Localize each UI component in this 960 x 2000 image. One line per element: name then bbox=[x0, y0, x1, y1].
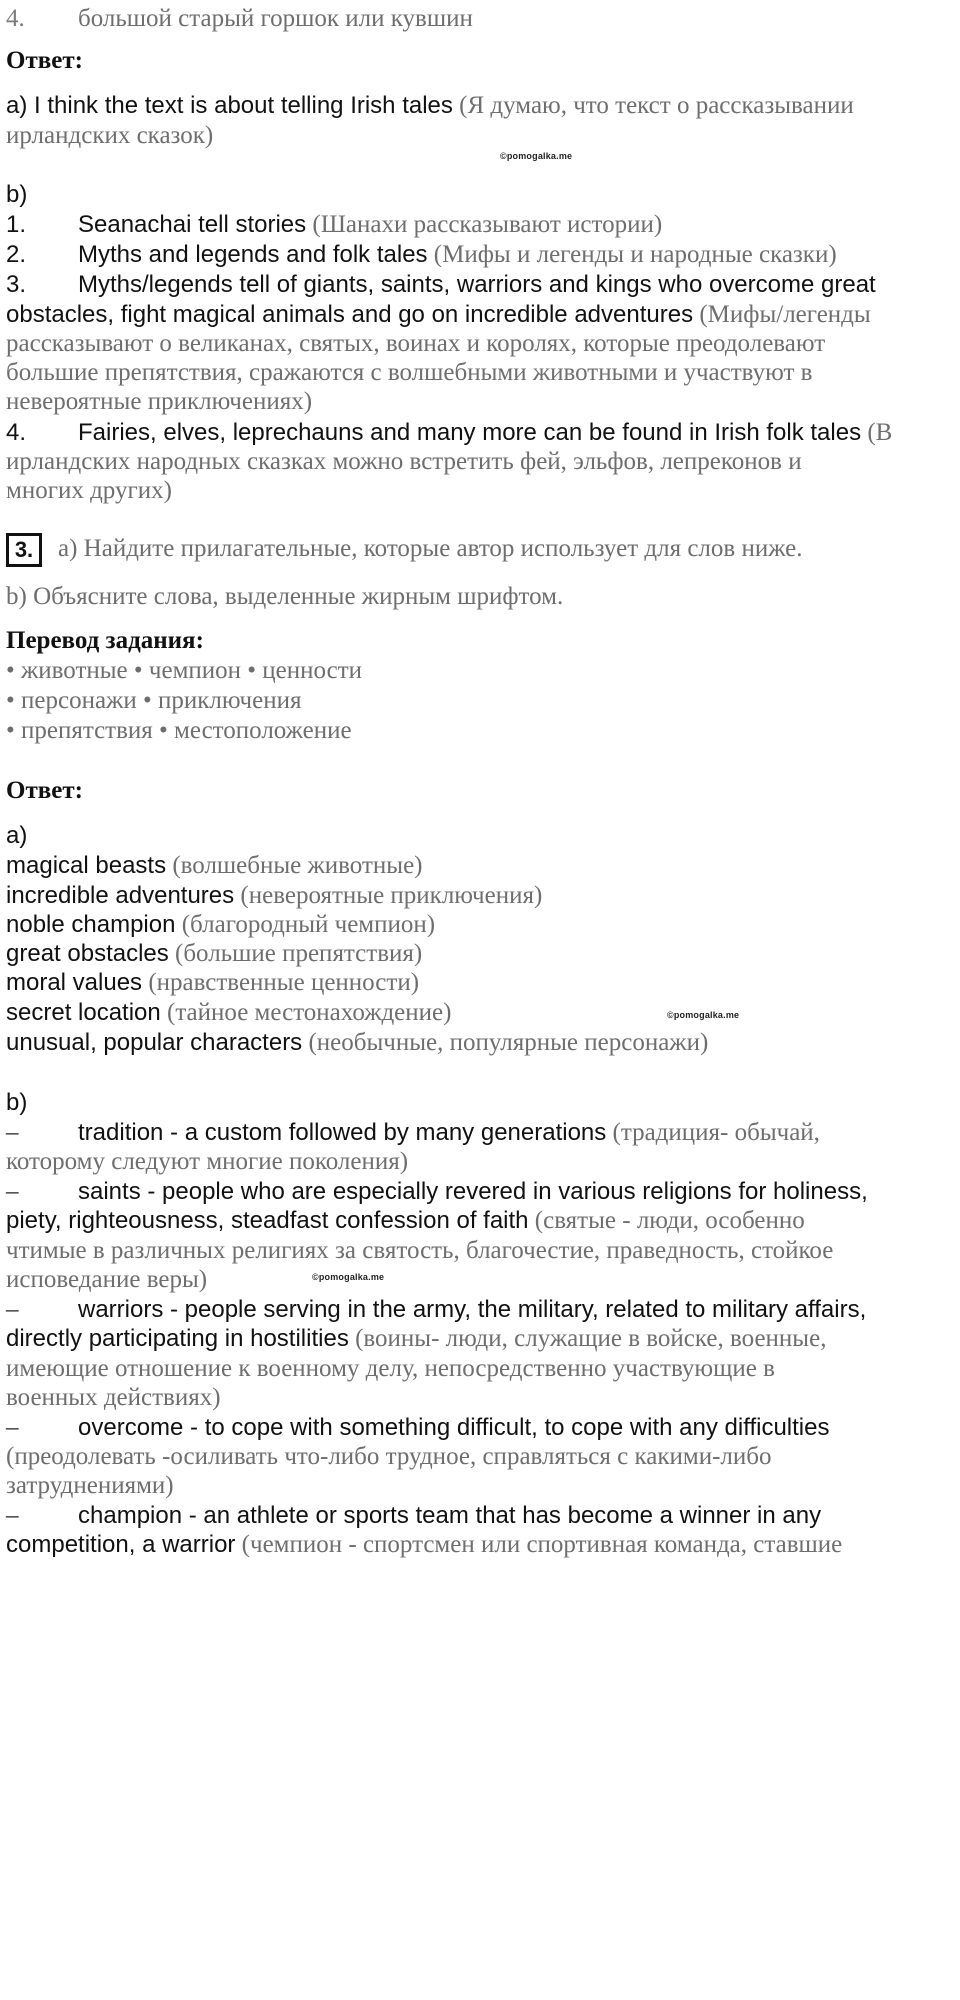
top-list-item-4 bbox=[6, 0, 954, 38]
pair-russian: (тайное местонахождение) bbox=[167, 999, 452, 1026]
list-text: большой старый горшок или кувшин bbox=[78, 5, 473, 32]
definition-saints-line-3: чтимые в различных религиях за святость, благочестие, праведность, стойкое bbox=[6, 1237, 834, 1264]
answer-b-item-3-line-5: невероятные приключениях) bbox=[6, 388, 313, 415]
definition-champion-line-2 bbox=[6, 1526, 954, 1564]
pair-english: secret location bbox=[6, 999, 161, 1026]
definition-overcome-line-3: затруднениями) bbox=[6, 1472, 174, 1499]
adjective-pair bbox=[6, 1024, 954, 1062]
list-number: 3. bbox=[6, 271, 27, 298]
watermark: ©pomogalka.me bbox=[312, 1272, 385, 1282]
answer-b-item-3-line-3: рассказывают о великанах, святых, воинах и королях, которые преодолевают bbox=[6, 330, 826, 357]
pair-russian: (волшебные животные) bbox=[172, 852, 423, 879]
definition-english: champion - an athlete or sports team that has become a winner in any bbox=[78, 1502, 822, 1529]
definition-english: tradition - a custom followed by many generations bbox=[78, 1119, 607, 1146]
item-english: Fairies, elves, leprechauns and many more can be found in Irish folk tales bbox=[78, 419, 862, 446]
answer-2-a-label: a) bbox=[6, 822, 28, 849]
item-english: Myths and legends and folk tales bbox=[78, 241, 428, 268]
watermark: ©pomogalka.me bbox=[500, 151, 573, 161]
definition-russian: (святые - люди, особенно bbox=[534, 1207, 805, 1234]
pair-russian: (необычные, популярные персонажи) bbox=[308, 1029, 709, 1056]
answer-b-item-4-line-2: ирландских народных сказках можно встретить фей, эльфов, лепреконов и bbox=[6, 448, 802, 475]
pair-english: great obstacles bbox=[6, 940, 169, 967]
task-3-a-text: a) Найдите прилагательные, которые автор использует для слов ниже. bbox=[58, 535, 803, 562]
dash: – bbox=[6, 1296, 19, 1323]
item-russian: (Мифы и легенды и народные сказки) bbox=[433, 241, 837, 268]
pair-english: magical beasts bbox=[6, 852, 167, 879]
answer-b-item-3-line-4: большие препятствия, сражаются с волшебными животными и участвуют в bbox=[6, 359, 813, 386]
definition-warriors-line-3: имеющие отношение к военному делу, непосредственно участвующие в bbox=[6, 1355, 775, 1382]
watermark: ©pomogalka.me bbox=[667, 1010, 740, 1020]
translation-heading: Перевод задания: bbox=[6, 627, 204, 654]
answer-b-label: b) bbox=[6, 181, 28, 208]
answer-heading: Ответ: bbox=[6, 47, 83, 74]
item-english: Seanachai tell stories bbox=[78, 211, 307, 238]
definition-overcome-line-2: (преодолевать -осиливать что-либо трудное, справляться с какими-либо bbox=[6, 1443, 772, 1470]
dash: – bbox=[6, 1502, 19, 1529]
pair-english: unusual, popular characters bbox=[6, 1029, 303, 1056]
dash: – bbox=[6, 1119, 19, 1146]
translation-bullet-line-2: • персонажи • приключения bbox=[6, 687, 302, 714]
item-english: Myths/legends tell of giants, saints, warriors and kings who overcome great bbox=[78, 271, 876, 298]
translation-bullet-line-1: • животные • чемпион • ценности bbox=[6, 657, 363, 684]
pair-russian: (благородный чемпион) bbox=[181, 911, 436, 938]
definition-english: competition, a warrior bbox=[6, 1531, 236, 1558]
list-number: 4. bbox=[6, 5, 25, 32]
definition-russian: (традиция- обычай, bbox=[612, 1119, 820, 1146]
dash: – bbox=[6, 1178, 19, 1205]
pair-english: incredible adventures bbox=[6, 882, 235, 909]
definition-english: saints - people who are especially revered in various religions for holiness, bbox=[78, 1178, 868, 1205]
pair-russian: (невероятные приключения) bbox=[240, 882, 543, 909]
answer-a-russian: (Я думаю, что текст о рассказывании bbox=[459, 92, 854, 119]
item-russian: (Шанахи рассказывают истории) bbox=[312, 211, 663, 238]
item-english: obstacles, fight magical animals and go on incredible adventures bbox=[6, 301, 694, 328]
list-number: 4. bbox=[6, 419, 27, 446]
pair-english: moral values bbox=[6, 969, 143, 996]
dash: – bbox=[6, 1414, 19, 1441]
pair-russian: (большие препятствия) bbox=[175, 940, 423, 967]
definition-russian: (чемпион - спортсмен или спортивная команда, ставшие bbox=[241, 1531, 843, 1558]
task-3-prompt-a bbox=[6, 530, 954, 568]
definition-english: overcome - to cope with something difficult, to cope with any difficulties bbox=[78, 1414, 830, 1441]
answer-2-b-label: b) bbox=[6, 1089, 28, 1116]
answer-a-line-2: ирландских сказок) bbox=[6, 122, 214, 149]
list-number: 2. bbox=[6, 241, 27, 268]
item-russian: (В bbox=[867, 419, 893, 446]
answer-b-item-4-line-3: многих других) bbox=[6, 477, 172, 504]
list-number: 1. bbox=[6, 211, 27, 238]
definition-tradition-line-2: которому следуют многие поколения) bbox=[6, 1148, 409, 1175]
definition-russian: (воины- люди, служащие в войске, военные, bbox=[355, 1325, 827, 1352]
answer-2-heading: Ответ: bbox=[6, 777, 83, 804]
definition-saints-line-4: исповедание веры) bbox=[6, 1266, 208, 1293]
definition-english: warriors - people serving in the army, the military, related to military affairs, bbox=[78, 1296, 867, 1323]
translation-bullet-line-3: • препятствия • местоположение bbox=[6, 717, 352, 744]
definition-english: piety, righteousness, steadfast confession of faith bbox=[6, 1207, 529, 1234]
definition-english: directly participating in hostilities bbox=[6, 1325, 349, 1352]
answer-a-english: a) I think the text is about telling Irish tales bbox=[6, 92, 453, 119]
task-3-prompt-b: b) Объясните слова, выделенные жирным шрифтом. bbox=[6, 583, 564, 610]
definition-warriors-line-4: военных действиях) bbox=[6, 1384, 221, 1411]
task-number-box: 3. bbox=[6, 533, 42, 567]
pair-english: noble champion bbox=[6, 911, 176, 938]
pair-russian: (нравственные ценности) bbox=[148, 969, 420, 996]
item-russian: (Мифы/легенды bbox=[699, 301, 871, 328]
